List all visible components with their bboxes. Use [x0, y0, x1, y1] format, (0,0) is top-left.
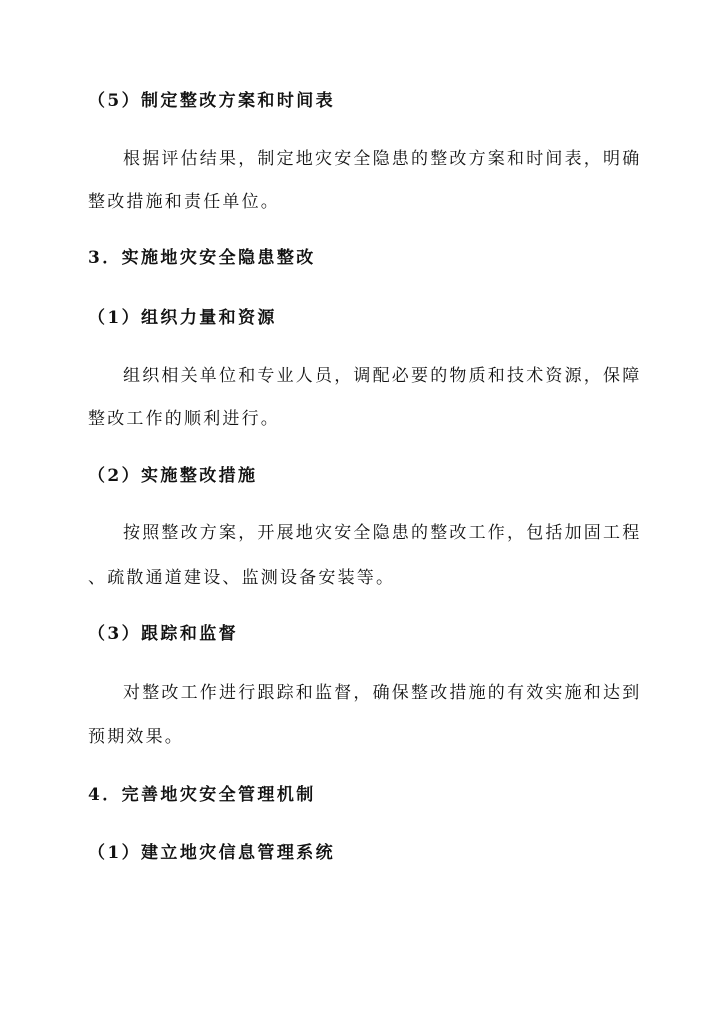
paragraph-line: 预期效果。 — [88, 727, 184, 747]
paragraph-line: 、疏散通道建设、监测设备安装等。 — [88, 568, 396, 588]
section-4-heading: 4．完善地灾安全管理机制 — [88, 785, 316, 805]
paragraph-line: 根据评估结果，制定地灾安全隐患的整改方案和时间表，明确 — [123, 149, 642, 169]
heading-2-measures: （2）实施整改措施 — [88, 466, 258, 486]
paragraph-line: 整改工作的顺利进行。 — [88, 409, 280, 429]
paragraph-line: 对整改工作进行跟踪和监督，确保整改措施的有效实施和达到 — [123, 683, 642, 703]
heading-1-resources: （1）组织力量和资源 — [88, 308, 277, 328]
section-3-heading: 3．实施地灾安全隐患整改 — [88, 248, 316, 268]
paragraph-line: 按照整改方案，开展地灾安全隐患的整改工作，包括加固工程 — [123, 523, 642, 543]
heading-5-remediation-plan: （5）制定整改方案和时间表 — [88, 91, 336, 111]
paragraph-line: 组织相关单位和专业人员，调配必要的物质和技术资源，保障 — [123, 366, 642, 386]
paragraph-line: 整改措施和责任单位。 — [88, 192, 280, 212]
heading-3-tracking: （3）跟踪和监督 — [88, 624, 239, 644]
heading-1-info-system: （1）建立地灾信息管理系统 — [88, 843, 336, 863]
